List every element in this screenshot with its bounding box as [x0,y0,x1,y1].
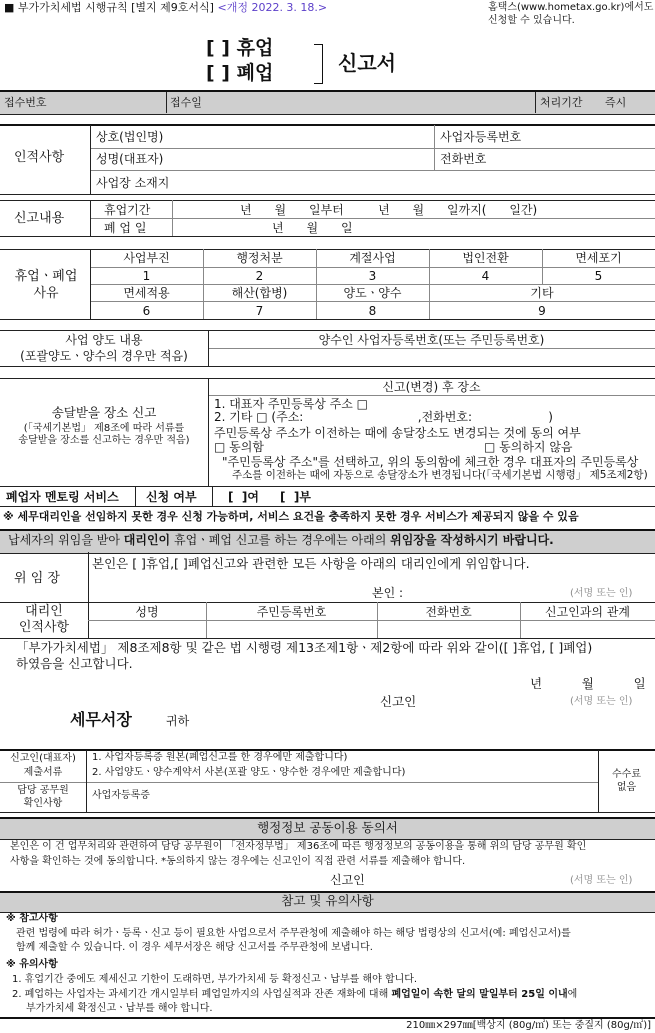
reference-line-1: 관련 법령에 따라 허가ㆍ등록ㆍ신고 등이 필요한 사업으로서 주무관청에 제출해야 하는 해당 법령상의 신고서(예: 폐업신고서)를 [16,928,571,939]
reason-code-1: 1 [142,269,151,283]
principal-sign: (서명 또는 인) [570,588,633,599]
consent-reporter: 신고인 [330,873,365,887]
tax-office-label: 세무서장 [70,710,132,729]
official-check-value: 사업자등록증 [92,790,150,801]
declaration-date: 년 월 일 [530,676,646,691]
paper-spec: 210㎜×297㎜[백상지 (80g/㎡) 또는 중질지 (80g/㎡)] [406,1020,651,1031]
period-label: 처리기간 [540,96,583,109]
mentoring-apply-label: 신청 여부 [146,490,197,504]
mentoring-note: ※ 세무대리인을 선임하지 못한 경우 신청 가능하며, 서비스 요건을 충족하지 못한 경우 서비스가 제공되지 않을 수 있음 [3,510,579,523]
title-main: 신고서 [338,51,396,75]
delivery-option-rep[interactable]: 1. 대표자 주민등록상 주소 □ [214,397,368,411]
consent-title: 행정정보 공동이용 동의서 [257,820,398,835]
submit-docs-label: 신고인(대표자) 제출서류 [10,753,76,778]
delivery-option-other[interactable]: 2. 기타 □ (주소: ,전화번호: ) [214,410,553,424]
reason-code-4: 4 [481,269,490,283]
personal-section-label: 인적사항 [14,150,65,165]
power-of-attorney-label: 위 임 장 [14,571,60,586]
reason-section-label: 휴업ㆍ폐업 사유 [14,269,78,301]
period-value: 즉시 [605,96,627,109]
consent-sign: (서명 또는 인) [570,875,633,886]
delivery-header: 신고(변경) 후 장소 [382,380,481,394]
caution-2-line-2: 부가가치세 확정신고ㆍ납부를 해야 합니다. [26,1003,213,1014]
consent-line-1: 본인은 이 건 업무처리와 관련하여 담당 공무원이 「전자정부법」 제36조에 따른 행정정보의 공동이용을 통해 위의 담당 공무원 확인 [10,841,587,852]
title-options [206,36,273,86]
delegation-banner-text: 납세자의 위임을 받아 대리인이 휴업ㆍ폐업 신고를 하는 경우에는 아래의 위임장을 작성하시기 바랍니다. [8,533,554,547]
reason-code-7: 7 [255,304,264,318]
reference-line-2: 함께 제출할 수 있습니다. 이 경우 세무서장은 해당 신고서를 주무관청에 보냅니다. [16,942,373,953]
submit-doc-2: 2. 사업양도ㆍ양수계약서 사본(포괄 양도ㆍ양수한 경우에만 제출합니다) [92,767,406,778]
suspend-period-label: 휴업기간 [104,203,151,217]
reason-4: 법인전환 [462,251,509,265]
reason-code-5: 5 [594,269,603,283]
address-label: 사업장 소재지 [96,176,170,190]
submit-doc-1: 1. 사업자등록증 원본(폐업신고를 한 경우에만 제출합니다) [92,752,348,763]
notes-title: 참고 및 유의사항 [281,893,374,908]
transfer-header: 양수인 사업자등록번호(또는 주민등록번호) [318,333,545,347]
caution-heading: ※ 유의사항 [6,959,58,970]
form-reference: ■ 부가가치세법 시행규칙 [별지 제9호서식] <개정 2022. 3. 18.> [4,1,328,14]
mentoring-yes[interactable]: [ ]여 [228,490,259,504]
agent-col-phone: 전화번호 [425,605,472,619]
reason-code-8: 8 [368,304,377,318]
close-date-value: 년 월 일 [272,221,353,235]
reference-heading: ※ 참고사항 [6,913,58,924]
reason-7: 해산(합병) [231,286,288,300]
delivery-consent-question: 주민등록상 주소가 이전하는 때에 송달장소도 변경되는 것에 동의 여부 [214,426,581,440]
mentoring-no[interactable]: [ ]부 [280,490,311,504]
reason-1: 사업부진 [123,251,170,265]
agent-col-id: 주민등록번호 [256,605,327,619]
reason-3: 계절사업 [349,251,396,265]
reason-6: 면세적용 [123,286,170,300]
agent-col-relation: 신고인과의 관계 [545,605,630,619]
reason-code-3: 3 [368,269,377,283]
declaration-reporter: 신고인 [380,694,417,709]
declaration-sign: (서명 또는 인) [570,696,633,707]
business-reg-label: 사업자등록번호 [440,130,522,144]
title-bracket [314,44,323,84]
reason-code-6: 6 [142,304,151,318]
fee-label: 수수료 없음 [612,769,641,793]
receipt-date-label: 접수일 [170,96,202,109]
declaration-line-1: 「부가가치세법」 제8조제8항 및 같은 법 시행령 제13조제1항ㆍ제2항에 따라 위와 같이([ ]휴업, [ ]폐업) [16,640,593,655]
consent-line-2: 사항을 확인하는 것에 동의합니다. *동의하지 않는 경우에는 신고인이 직접 관련 서류를 제출해야 합니다. [10,856,466,867]
hometax-notice: 홈택스(www.hometax.go.kr)에서도 신청할 수 있습니다. [488,2,654,26]
mentoring-label: 폐업자 멘토링 서비스 [6,490,119,504]
reason-8: 양도ㆍ양수 [343,286,402,300]
delivery-note-2: 주소를 이전하는 때에 자동으로 송달장소가 변경됩니다(「국세기본법 시행령」 제5조제2항) [232,469,648,481]
title-close: [ ] 폐업 [206,62,274,84]
business-name-label: 상호(법인명) [96,130,164,144]
suspend-period-value: 년 월 일부터 년 월 일까지( 일간) [240,203,538,217]
caution-2: 2. 폐업하는 사업자는 과세기간 개시일부터 폐업일까지의 사업실적과 잔존 재화에 대해 폐업일이 속한 달의 말일부터 25일 이내에 [12,989,578,1000]
representative-label: 성명(대표자) [96,152,164,166]
delivery-label: 송달받을 장소 신고 (「국세기본법」 제8조에 따라 서류를 송달받을 장소를 신고하는 경우만 적음) [18,405,190,447]
transfer-label: 사업 양도 내용 (포괄양도ㆍ양수의 경우만 적음) [20,333,188,363]
receipt-no-label: 접수번호 [4,96,47,109]
reason-2: 행정처분 [236,251,283,265]
close-date-label: 폐 업 일 [104,221,147,235]
delivery-disagree[interactable]: □ 동의하지 않음 [484,440,573,454]
agent-label: 대리인 인적사항 [18,604,70,635]
power-of-attorney-text: 본인은 [ ]휴업,[ ]폐업신고와 관련한 모든 사항을 아래의 대리인에게 위임합니다. [92,556,530,571]
caution-1: 1. 휴업기간 중에도 제세신고 기한이 도래하면, 부가가치세 등 확정신고ㆍ납부를 해야 합니다. [12,974,418,985]
reason-5: 면세포기 [575,251,622,265]
phone-label: 전화번호 [440,152,487,166]
report-section-label: 신고내용 [14,211,65,226]
delivery-agree[interactable]: □ 동의함 [214,440,264,454]
declaration-line-2: 하였음을 신고합니다. [16,656,133,671]
agent-col-name: 성명 [135,605,159,619]
official-check-label: 담당 공무원 확인사항 [17,785,69,809]
title-suspend: [ ] 휴업 [206,37,274,59]
tax-office-to: 귀하 [166,714,190,728]
delivery-note-1: "주민등록상 주소"를 선택하고, 위의 동의함에 체크한 경우 대표자의 주민등록상 [222,455,639,469]
reason-9: 기타 [530,286,554,300]
principal-label: 본인 : [372,586,404,600]
reason-code-9: 9 [538,304,546,318]
reason-code-2: 2 [255,269,264,283]
